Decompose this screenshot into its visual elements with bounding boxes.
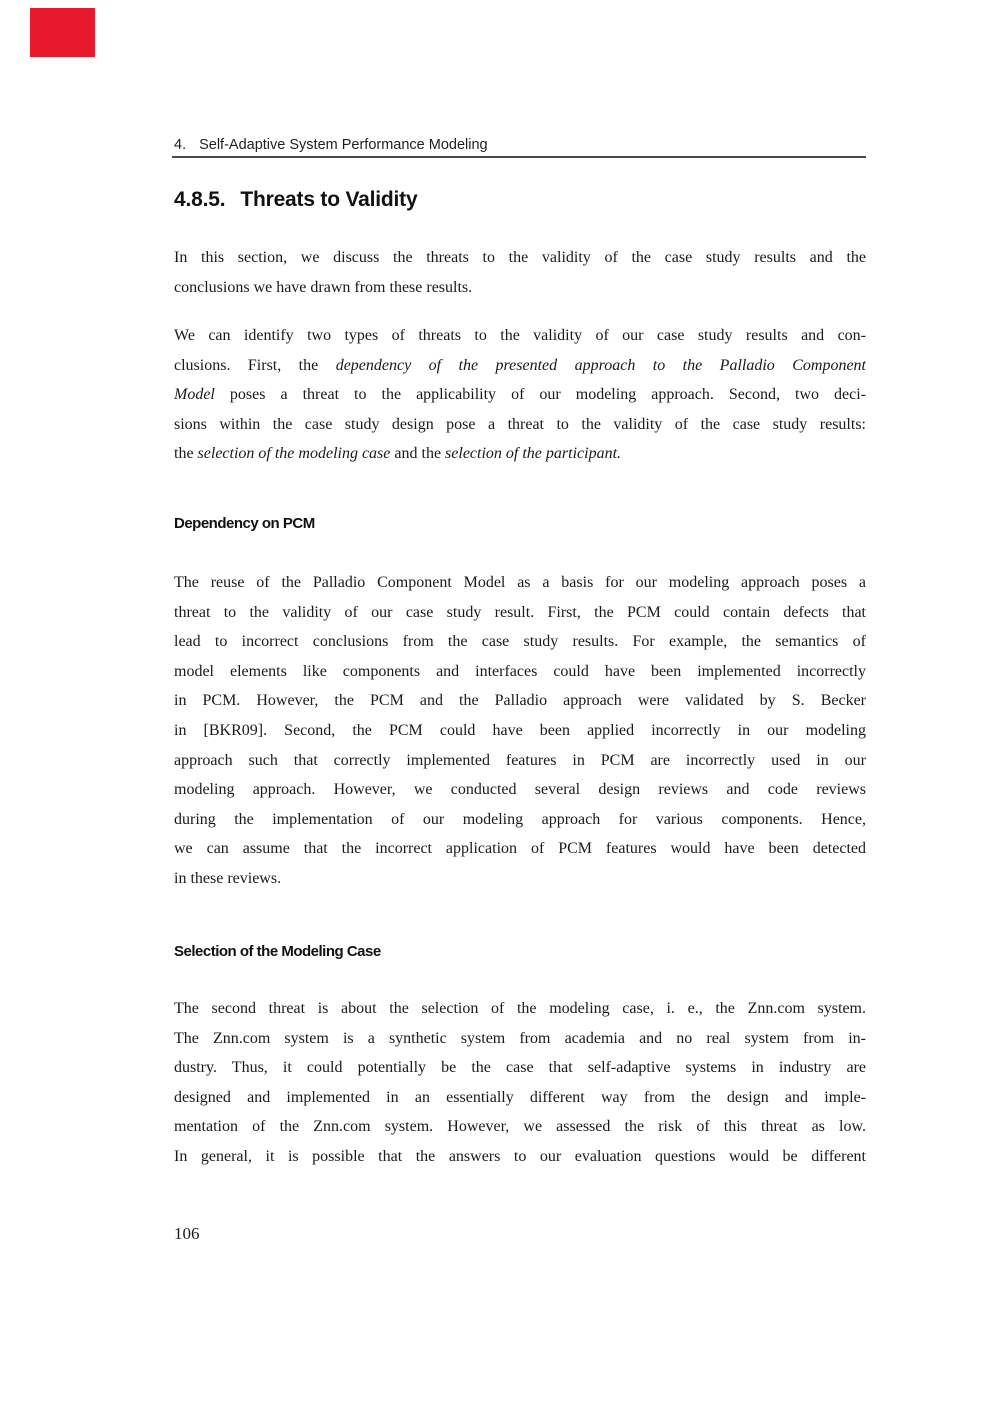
selection-paragraph xyxy=(174,994,866,1172)
text-line: model elements like components and interfaces could have been implemented incorrectly xyxy=(174,662,866,680)
selection-heading: Selection of the Modeling Case xyxy=(174,943,381,960)
dependency-paragraph xyxy=(174,568,866,894)
section-heading xyxy=(174,188,894,212)
text-line: in [BKR09]. Second, the PCM could have been applied incorrectly in our modeling xyxy=(174,721,866,739)
text-line: clusions. First, the dependency of the presented approach to the Palladio Component xyxy=(174,356,866,374)
dependency-heading: Dependency on PCM xyxy=(174,515,315,532)
text-line: mentation of the Znn.com system. However, we assessed the risk of this threat as low. xyxy=(174,1118,866,1136)
text-line: The Znn.com system is a synthetic system from academia and no real system from in- xyxy=(174,1029,866,1047)
text-line: In general, it is possible that the answers to our evaluation questions would be different xyxy=(174,1147,866,1165)
section-heading-title: Threats to Validity xyxy=(240,188,418,211)
text-line: We can identify two types of threats to the validity of our case study results and con- xyxy=(174,327,866,344)
text-line: the selection of the modeling case and the selection of the participant. xyxy=(174,445,622,463)
text-line: modeling approach. However, we conducted several design reviews and code reviews xyxy=(174,781,866,799)
text-line: dustry. Thus, it could potentially be the case that self-adaptive systems in industry are xyxy=(174,1059,866,1077)
page-number: 106 xyxy=(174,1224,200,1243)
text-line: in these reviews. xyxy=(174,869,282,887)
section-heading-number: 4.8.5. xyxy=(174,188,226,211)
text-line: in PCM. However, the PCM and the Palladio approach were validated by S. Becker xyxy=(174,692,866,710)
text-line: In this section, we discuss the threats to the validity of the case study results and the xyxy=(174,249,866,266)
text-line: conclusions we have drawn from these results. xyxy=(174,278,473,296)
running-header xyxy=(174,137,868,153)
text-line: approach such that correctly implemented features in PCM are incorrectly used in our xyxy=(174,751,866,769)
text-line: threat to the validity of our case study result. First, the PCM could contain defects that xyxy=(174,603,866,621)
threat-types-paragraph xyxy=(174,321,866,469)
text-line: lead to incorrect conclusions from the case study results. For example, the semantics of xyxy=(174,633,866,651)
text-line: designed and implemented in an essentially different way from the design and imple- xyxy=(174,1088,866,1106)
running-header-title: Self-Adaptive System Performance Modeling xyxy=(199,137,488,153)
text-line: Model poses a threat to the applicability of our modeling approach. Second, two deci- xyxy=(174,386,866,404)
text-line: The reuse of the Palladio Component Model as a basis for our modeling approach poses a xyxy=(174,574,866,591)
text-line: we can assume that the incorrect application of PCM features would have been detected xyxy=(174,840,866,858)
red-marker xyxy=(30,8,95,57)
intro-paragraph xyxy=(174,243,866,302)
running-header-number: 4. xyxy=(174,137,187,153)
text-line: during the implementation of our modeling approach for various components. Hence, xyxy=(174,810,866,828)
text-line: sions within the case study design pose a threat to the validity of the case study results: xyxy=(174,415,866,433)
header-rule xyxy=(172,156,866,158)
text-line: The second threat is about the selection of the modeling case, i. e., the Znn.com system. xyxy=(174,1000,866,1017)
